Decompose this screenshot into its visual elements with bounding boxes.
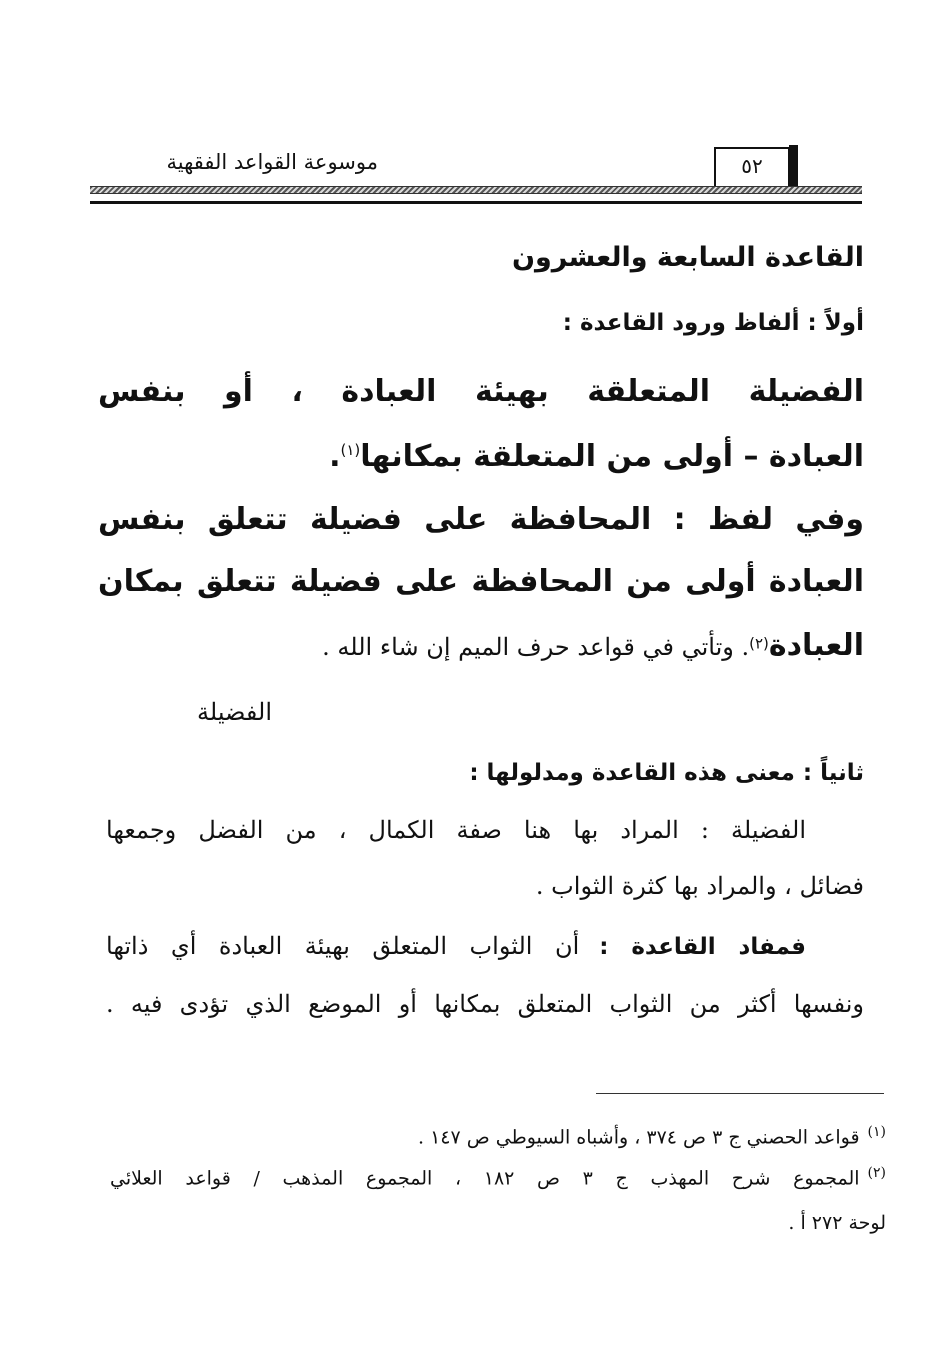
footnote-2-text: المجموع شرح المهذب ج ٣ ص ١٨٢ ، المجموع المذهب / قواعد العلائي bbox=[110, 1167, 860, 1190]
footnote-separator bbox=[596, 1093, 884, 1094]
alt-wording-line-1: وفي لفظ : المحافظة على فضيلة تتعلق بنفس bbox=[98, 502, 864, 537]
section-2-title: ثانياً : معنى هذه القاعدة ومدلولها : bbox=[469, 760, 864, 786]
header-hatched-band bbox=[90, 186, 862, 194]
page-number-box-shadow bbox=[789, 145, 798, 189]
purport-label: فمفاد القاعدة : bbox=[599, 934, 806, 960]
section-1-title: أولاً : ألفاظ ورود القاعدة : bbox=[562, 310, 864, 336]
meaning-line-2: فضائل ، والمراد بها كثرة الثواب . bbox=[535, 872, 864, 900]
alt-wording-line-2: العبادة أولى من المحافظة على فضيلة تتعلق بمكان bbox=[98, 564, 864, 599]
footnote-2 bbox=[110, 1158, 886, 1193]
rule-text-line-2-end: . bbox=[329, 439, 341, 474]
footnote-ref-1: (١) bbox=[340, 441, 361, 459]
footnote-ref-2: (٢) bbox=[749, 634, 769, 653]
rule-heading: القاعدة السابعة والعشرون bbox=[511, 242, 864, 273]
running-header-title: موسوعة القواعد الفقهية bbox=[166, 150, 378, 174]
footnote-1 bbox=[418, 1117, 886, 1152]
rule-text-line-2 bbox=[329, 430, 864, 477]
footnote-2-continuation: لوحة ٢٧٢ أ . bbox=[788, 1212, 886, 1234]
footnote-1-marker: (١) bbox=[867, 1124, 886, 1140]
alt-wording-line-3-rest: . وتأتي في قواعد حرف الميم إن شاء الله . bbox=[322, 633, 750, 661]
page-number: ٥٢ bbox=[741, 154, 763, 178]
purport-line-1 bbox=[106, 928, 806, 964]
keyword-label: الفضيلة bbox=[197, 698, 272, 726]
purport-line-2: ونفسها أكثر من الثواب المتعلق بمكانها أو الموضع الذي تؤدى فيه . bbox=[106, 990, 864, 1018]
rule-text-line-2-body: العبادة – أولى من المتعلقة بمكانها bbox=[360, 439, 864, 474]
footnote-1-text: قواعد الحصني ج ٣ ص ٣٧٤ ، وأشباه السيوطي ص ١٤٧ . bbox=[417, 1126, 860, 1149]
footnote-2-marker: (٢) bbox=[867, 1165, 887, 1181]
meaning-line-1: الفضيلة : المراد بها هنا صفة الكمال ، من الفضل وجمعها bbox=[106, 816, 806, 844]
purport-line-1-rest: أن الثواب المتعلق بهيئة العبادة أي ذاتها bbox=[106, 932, 580, 960]
header-rule bbox=[90, 201, 862, 204]
rule-text-line-1: الفضيلة المتعلقة بهيئة العبادة ، أو بنفس bbox=[98, 374, 864, 409]
alt-wording-line-3 bbox=[322, 626, 864, 666]
alt-wording-line-3-bold: العبادة bbox=[768, 628, 864, 663]
